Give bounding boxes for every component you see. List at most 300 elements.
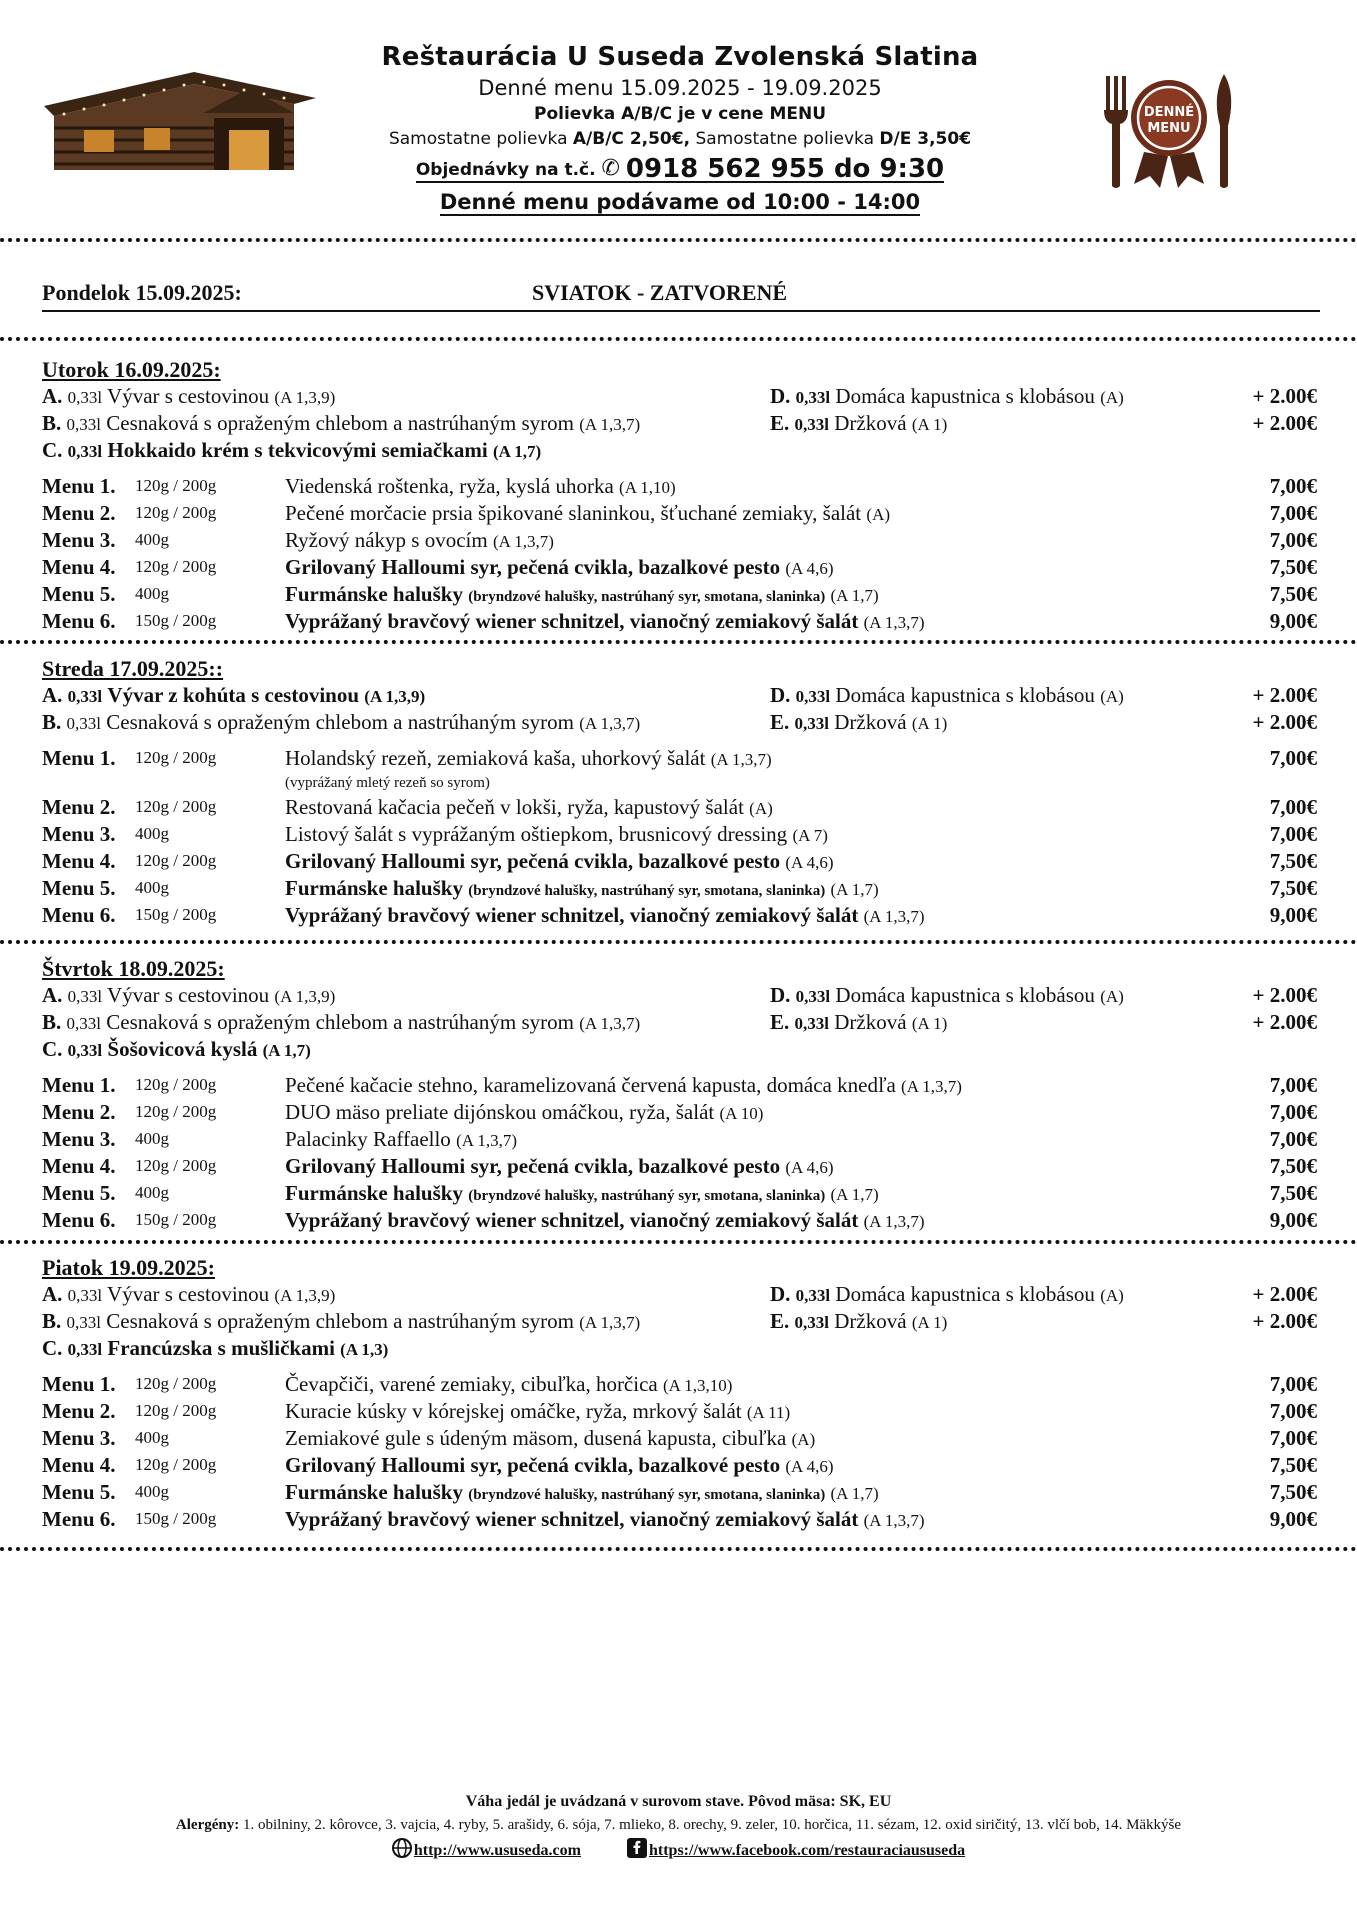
menu-label: Menu 1.: [42, 474, 116, 498]
soup-row: [42, 1309, 1317, 1336]
badge-text-2: MENU: [1147, 121, 1191, 136]
soup-allergens: (A 1,3,9): [274, 1286, 336, 1305]
extra-soup-price: + 2.00€: [1252, 384, 1317, 408]
menu-allergens: (A): [866, 505, 891, 524]
menu-price: 7,50€: [1269, 1453, 1317, 1477]
extra-soup-letter: D.: [770, 1282, 791, 1306]
soup-name: Vývar s cestovinou: [107, 1282, 270, 1306]
menu-label: Menu 1.: [42, 746, 116, 770]
day-section: [42, 1253, 1317, 1534]
menu-allergens: (A 1,3,7): [863, 613, 925, 632]
facebook-link[interactable]: https://www.facebook.com/restauraciaususeda: [648, 1842, 966, 1859]
menu-dish-detail: (bryndzové halušky, nastrúhaný syr, smotana, slaninka): [468, 589, 826, 605]
soup-allergens: (A 1,7): [262, 1041, 311, 1060]
menu-dish: [285, 1100, 763, 1125]
menu-dish-name: Viedenská roštenka, ryža, kyslá uhorka: [285, 474, 614, 498]
menu-price: 7,50€: [1269, 1181, 1317, 1205]
menu-allergens: (A 4,6): [785, 853, 834, 872]
menu-allergens: (A 1,10): [619, 478, 676, 497]
menu-dish-name: Kuracie kúsky v kórejskej omáčke, ryža, mrkový šalát: [285, 1399, 742, 1423]
menu-dish-detail: (bryndzové halušky, nastrúhaný syr, smotana, slaninka): [468, 883, 826, 899]
menu-row: [42, 1507, 1317, 1534]
menu-weight: 120g / 200g: [135, 851, 217, 870]
menu-row: [42, 1453, 1317, 1480]
menu-dates: Denné menu 15.09.2025 - 19.09.2025: [478, 76, 882, 100]
globe-icon: [392, 1838, 412, 1869]
menu-dish: [285, 555, 834, 580]
soup-row: [42, 1010, 1317, 1037]
extra-soup-volume: 0,33l: [794, 1313, 829, 1332]
menu-dish: [285, 1372, 732, 1397]
extra-soup-item: [770, 1282, 1124, 1307]
soup-item: [42, 1010, 640, 1035]
menu-weight: 120g / 200g: [135, 1075, 217, 1094]
menu-allergens: (A 10): [719, 1104, 764, 1123]
extra-soup-price: + 2.00€: [1252, 710, 1317, 734]
extra-soup-volume: 0,33l: [794, 1014, 829, 1033]
soup-allergens: (A 1,3,9): [274, 388, 336, 407]
soup-name: Cesnaková s opraženým chlebom a nastrúhaným syrom: [106, 710, 574, 734]
daily-menu-badge-icon: [1098, 72, 1240, 190]
extra-soup-allergens: (A 1): [911, 1313, 948, 1332]
menu-price: 7,50€: [1269, 1480, 1317, 1504]
soup-item: [42, 438, 541, 463]
day-monday: [42, 280, 1317, 312]
menu-label: Menu 4.: [42, 1453, 116, 1477]
menu-dish-name: Ryžový nákyp s ovocím: [285, 528, 488, 552]
soup-item: [42, 710, 640, 735]
menu-dish: [285, 528, 554, 553]
soup-volume: 0,33l: [67, 442, 103, 461]
menu-weight: 120g / 200g: [135, 1102, 217, 1121]
menu-allergens: (A 1,3,10): [662, 1376, 733, 1395]
restaurant-cabin-image: [44, 58, 316, 170]
menu-dish-name: Vyprážaný bravčový wiener schnitzel, vianočný zemiakový šalát: [285, 1507, 859, 1531]
menu-price: 9,00€: [1269, 903, 1317, 927]
menu-label: Menu 1.: [42, 1073, 116, 1097]
menu-weight: 120g / 200g: [135, 1455, 217, 1474]
extra-soup-price: + 2.00€: [1252, 683, 1317, 707]
soup-row: [42, 683, 1317, 710]
menu-row: [42, 1372, 1317, 1399]
menu-row: [42, 849, 1317, 876]
menu-weight: 150g / 200g: [135, 1210, 217, 1229]
menu-allergens: (A): [791, 1430, 816, 1449]
day-section: [42, 654, 1317, 930]
menu-weight: 400g: [135, 530, 169, 549]
soup-volume: 0,33l: [67, 1041, 103, 1060]
soup-letter: A.: [42, 384, 63, 408]
menu-dish: [285, 474, 676, 499]
menu-row: [42, 903, 1317, 930]
soup-letter: C.: [42, 1336, 63, 1360]
day-section: [42, 355, 1317, 636]
menu-allergens: (A 1,7): [830, 1484, 879, 1503]
divider: [0, 940, 1357, 944]
menu-dish: [285, 1399, 790, 1424]
extra-soup-volume: 0,33l: [794, 714, 829, 733]
soup-row: [42, 1336, 1317, 1363]
menu-dish: [285, 822, 828, 847]
soup-allergens: (A 1,3,7): [579, 1313, 641, 1332]
soup-volume: 0,33l: [67, 1340, 103, 1359]
links: [0, 1836, 1357, 1869]
menu-dish: [285, 501, 890, 526]
menu-row: [42, 501, 1317, 528]
menu-weight: 400g: [135, 878, 169, 897]
menu-dish-name: Grilovaný Halloumi syr, pečená cvikla, bazalkové pesto: [285, 1453, 781, 1477]
extra-soup-volume: 0,33l: [795, 1286, 831, 1305]
menu-dish: [285, 1208, 925, 1233]
extra-soup-volume: 0,33l: [794, 415, 829, 434]
menu-allergens: (A 7): [792, 826, 828, 845]
extra-soup-allergens: (A 1): [911, 415, 948, 434]
day-section: [42, 954, 1317, 1235]
menu-dish-name: Restovaná kačacia pečeň v lokši, ryža, kapustový šalát: [285, 795, 744, 819]
divider: [0, 1547, 1357, 1551]
menu-dish-name: Vyprážaný bravčový wiener schnitzel, vianočný zemiakový šalát: [285, 1208, 859, 1232]
soup-row: [42, 1037, 1317, 1064]
menu-subnote-row: [42, 773, 1317, 795]
menu-allergens: (A 1,3,7): [456, 1131, 517, 1150]
extra-soup-item: [770, 983, 1124, 1008]
menu-allergens: (A 1,3,7): [863, 1511, 925, 1530]
menu-allergens: (A 4,6): [785, 1457, 834, 1476]
extra-soup-allergens: (A 1): [911, 714, 948, 733]
divider: [0, 640, 1357, 644]
menu-price: 7,00€: [1269, 746, 1317, 770]
menu-dish: [285, 1073, 962, 1098]
extra-soup-volume: 0,33l: [795, 388, 831, 407]
menu-row: [42, 1100, 1317, 1127]
soup-name: Vývar s cestovinou: [107, 384, 270, 408]
extra-soup-name: Držková: [834, 1309, 907, 1333]
soup-volume: 0,33l: [67, 987, 103, 1006]
extra-soup-price: + 2.00€: [1252, 1282, 1317, 1306]
soup-letter: C.: [42, 1037, 63, 1061]
divider: [0, 337, 1357, 341]
soup-allergens: (A 1,3,7): [579, 415, 641, 434]
soup-volume: 0,33l: [66, 1313, 101, 1332]
menu-label: Menu 5.: [42, 1480, 116, 1504]
menu-label: Menu 4.: [42, 849, 116, 873]
facebook-icon: [627, 1838, 647, 1869]
menu-row: [42, 1426, 1317, 1453]
order-phone: 0918 562 955 do 9:30: [625, 154, 945, 184]
spacer: [42, 1363, 1317, 1372]
menu-label: Menu 6.: [42, 903, 116, 927]
menu-price: 7,00€: [1269, 501, 1317, 525]
menu-weight: 120g / 200g: [135, 1401, 217, 1420]
menu-dish-name: Listový šalát s vyprážaným oštiepkom, brusnicový dressing: [285, 822, 788, 846]
menu-dish-name: Furmánske halušky: [285, 582, 463, 606]
menu-price: 7,00€: [1269, 1127, 1317, 1151]
menu-dish: [285, 1426, 815, 1451]
menu-allergens: (A): [749, 799, 773, 818]
day-title: Utorok 16.09.2025:: [42, 357, 221, 382]
menu-dish: [285, 1181, 879, 1206]
menu-dish: [285, 582, 879, 607]
soup-name: Šošovicová kyslá: [107, 1037, 258, 1061]
extra-soup-allergens: (A): [1100, 987, 1124, 1006]
menu-dish: [285, 849, 834, 874]
soup-row: [42, 983, 1317, 1010]
menu-price: 7,00€: [1269, 474, 1317, 498]
soup-allergens: (A 1,3,7): [579, 1014, 641, 1033]
menu-row: [42, 474, 1317, 501]
menu-row: [42, 746, 1317, 773]
menu-row: [42, 1154, 1317, 1181]
soup-allergens: (A 1,3,9): [364, 687, 426, 706]
spacer: [42, 465, 1317, 474]
extra-soup-allergens: (A): [1100, 388, 1124, 407]
menu-allergens: (A 1,3,7): [710, 750, 772, 769]
menu-dish-name: Čevapčiči, varené zemiaky, cibuľka, horčica: [285, 1372, 658, 1396]
menu-weight: 400g: [135, 584, 169, 603]
soup-volume: 0,33l: [66, 415, 101, 434]
menu-label: Menu 3.: [42, 822, 116, 846]
extra-soup-name: Domáca kapustnica s klobásou: [835, 983, 1095, 1007]
menu-row: [42, 555, 1317, 582]
extra-soup-letter: E.: [770, 1309, 790, 1333]
extra-soup-letter: E.: [770, 411, 790, 435]
menu-row: [42, 795, 1317, 822]
extra-soup-letter: D.: [770, 683, 791, 707]
menu-price: 7,50€: [1269, 555, 1317, 579]
soup-row: [42, 384, 1317, 411]
footer: [0, 1790, 1357, 1869]
soup-item: [42, 411, 640, 436]
day-title: Štvrtok 18.09.2025:: [42, 956, 225, 981]
soup-volume: 0,33l: [66, 714, 101, 733]
extra-soup-item: [770, 411, 947, 436]
soup-name: Cesnaková s opraženým chlebom a nastrúhaným syrom: [106, 411, 574, 435]
badge-text-1: DENNÉ: [1143, 105, 1195, 120]
menu-allergens: (A 1,3,7): [901, 1077, 962, 1096]
extra-soup-item: [770, 1309, 947, 1334]
menu-dish: [285, 1154, 834, 1179]
menu-row: [42, 1127, 1317, 1154]
menu-allergens: (A 1,3,7): [492, 532, 554, 551]
soup-letter: A.: [42, 683, 63, 707]
menu-dish-name: Grilovaný Halloumi syr, pečená cvikla, bazalkové pesto: [285, 555, 781, 579]
menu-allergens: (A 11): [746, 1403, 791, 1422]
extra-soup-letter: D.: [770, 983, 791, 1007]
menu-weight: 120g / 200g: [135, 748, 217, 767]
menu-dish-detail: (bryndzové halušky, nastrúhaný syr, smotana, slaninka): [468, 1188, 826, 1204]
menu-price: 7,00€: [1269, 1399, 1317, 1423]
menu-weight: 150g / 200g: [135, 1509, 217, 1528]
menu-label: Menu 3.: [42, 1127, 116, 1151]
soup-letter: A.: [42, 1282, 63, 1306]
menu-weight: 120g / 200g: [135, 797, 217, 816]
menu-label: Menu 2.: [42, 795, 116, 819]
soup-allergens: (A 1,3): [340, 1340, 389, 1359]
menu-label: Menu 3.: [42, 1426, 116, 1450]
extra-soup-name: Domáca kapustnica s klobásou: [835, 683, 1095, 707]
soup-item: [42, 1037, 311, 1062]
menu-dish-detail: (bryndzové halušky, nastrúhaný syr, smotana, slaninka): [468, 1487, 826, 1503]
soup-letter: C.: [42, 438, 63, 462]
menu-dish: [285, 903, 925, 928]
extra-soup-allergens: (A): [1100, 687, 1124, 706]
menu-weight: 400g: [135, 824, 169, 843]
extra-soup-price: + 2.00€: [1252, 1010, 1317, 1034]
menu-price: 7,00€: [1269, 795, 1317, 819]
soup-volume: 0,33l: [67, 1286, 103, 1305]
soup-included-note: Polievka A/B/C je v cene MENU: [533, 104, 827, 124]
allergens-legend: Alergény: 1. obilniny, 2. kôrovce, 3. vajcia, 4. ryby, 5. arašidy, 6. sója, 7. mlieko, 8. orechy, 9. zeler, 10. horčica, 11. sézam, 12. oxid siričitý, 13. vlčí bob, 14. Mäkkýše: [175, 1817, 1182, 1833]
menu-allergens: (A 1,3,7): [863, 1212, 925, 1231]
menu-dish: [285, 609, 925, 634]
menu-dish-name: Zemiakové gule s údeným mäsom, dusená kapusta, cibuľka: [285, 1426, 787, 1450]
menu-allergens: (A 1,7): [830, 586, 879, 605]
menu-price: 7,50€: [1269, 1154, 1317, 1178]
menu-weight: 150g / 200g: [135, 905, 217, 924]
menu-allergens: (A 1,3,7): [863, 907, 925, 926]
menu-dish-name: Furmánske halušky: [285, 1480, 463, 1504]
menu-weight: 120g / 200g: [135, 1374, 217, 1393]
extra-soup-name: Držková: [834, 710, 907, 734]
extra-soup-name: Držková: [834, 411, 907, 435]
restaurant-title: Reštaurácia U Suseda Zvolenská Slatina: [381, 42, 979, 72]
menu-label: Menu 5.: [42, 582, 116, 606]
monday-closed-note: SVIATOK - ZATVORENÉ: [532, 280, 788, 305]
extra-soup-volume: 0,33l: [795, 687, 831, 706]
menu-dish-name: Grilovaný Halloumi syr, pečená cvikla, bazalkové pesto: [285, 849, 781, 873]
menu-price: 9,00€: [1269, 1208, 1317, 1232]
menu-dish-name: Pečené morčacie prsia špikované slaninkou, šťuchané zemiaky, šalát: [285, 501, 862, 525]
weight-origin-note: Váha jedál je uvádzaná v surovom stave. Pôvod mäsa: SK, EU: [465, 1793, 892, 1810]
soup-item: [42, 1282, 335, 1307]
monday-title: Pondelok 15.09.2025:: [42, 280, 242, 305]
menu-weight: 400g: [135, 1129, 169, 1148]
menu-row: [42, 1399, 1317, 1426]
menu-dish: [285, 795, 773, 820]
menu-weight: 120g / 200g: [135, 503, 217, 522]
menu-row: [42, 609, 1317, 636]
extra-soup-allergens: (A 1): [911, 1014, 948, 1033]
menu-dish-name: Palacinky Raffaello: [285, 1127, 451, 1151]
soup-letter: A.: [42, 983, 63, 1007]
menu-price: 7,00€: [1269, 1073, 1317, 1097]
menu-price: 7,50€: [1269, 582, 1317, 606]
menu-dish-name: Furmánske halušky: [285, 1181, 463, 1205]
menu-label: Menu 6.: [42, 1208, 116, 1232]
header: [0, 0, 1357, 235]
menu-weight: 120g / 200g: [135, 476, 217, 495]
soup-item: [42, 1309, 640, 1334]
divider: [0, 1240, 1357, 1244]
menu-label: Menu 4.: [42, 555, 116, 579]
extra-soup-price: + 2.00€: [1252, 411, 1317, 435]
menu-price: 7,00€: [1269, 1100, 1317, 1124]
menu-dish: [285, 1453, 834, 1478]
soup-volume: 0,33l: [67, 388, 103, 407]
menu-row: [42, 1181, 1317, 1208]
menu-price: 7,00€: [1269, 1372, 1317, 1396]
extra-soup-volume: 0,33l: [795, 987, 831, 1006]
soup-letter: B.: [42, 710, 62, 734]
extra-soup-name: Držková: [834, 1010, 907, 1034]
menu-allergens: (A 1,7): [830, 880, 879, 899]
website-link[interactable]: http://www.ususeda.com: [413, 1842, 581, 1859]
soup-allergens: (A 1,3,7): [579, 714, 641, 733]
menu-weight: 400g: [135, 1428, 169, 1447]
menu-price: 7,50€: [1269, 849, 1317, 873]
menu-price: 7,00€: [1269, 822, 1317, 846]
serving-hours: Denné menu podávame od 10:00 - 14:00: [439, 190, 921, 214]
soup-name: Cesnaková s opraženým chlebom a nastrúhaným syrom: [106, 1010, 574, 1034]
day-title: Streda 17.09.2025::: [42, 656, 224, 681]
menu-price: 9,00€: [1269, 1507, 1317, 1531]
extra-soup-item: [770, 710, 947, 735]
order-info: Objednávky na t.č. ✆ 0918 562 955 do 9:30: [415, 154, 945, 184]
menu-dish-name: Vyprážaný bravčový wiener schnitzel, vianočný zemiakový šalát: [285, 903, 859, 927]
soup-name: Hokkaido krém s tekvicovými semiačkami: [107, 438, 488, 462]
soup-letter: B.: [42, 1010, 62, 1034]
menu-label: Menu 5.: [42, 1181, 116, 1205]
soup-letter: B.: [42, 411, 62, 435]
soup-item: [42, 384, 335, 409]
soup-allergens: (A 1,7): [492, 442, 542, 461]
extra-soup-item: [770, 1010, 947, 1035]
menu-row: [42, 876, 1317, 903]
extra-soup-letter: D.: [770, 384, 791, 408]
menu-label: Menu 4.: [42, 1154, 116, 1178]
menu-dish-name: Vyprážaný bravčový wiener schnitzel, vianočný zemiakový šalát: [285, 609, 859, 633]
menu-label: Menu 1.: [42, 1372, 116, 1396]
menu-label: Menu 2.: [42, 501, 116, 525]
extra-soup-letter: E.: [770, 1010, 790, 1034]
menu-row: [42, 1073, 1317, 1100]
extra-soup-name: Domáca kapustnica s klobásou: [835, 384, 1095, 408]
day-title: Piatok 19.09.2025:: [42, 1255, 215, 1280]
menu-price: 7,00€: [1269, 1426, 1317, 1450]
menu-label: Menu 5.: [42, 876, 116, 900]
soup-allergens: (A 1,3,9): [274, 987, 336, 1006]
menu-row: [42, 582, 1317, 609]
menu-label: Menu 2.: [42, 1100, 116, 1124]
menu-weight: 400g: [135, 1183, 169, 1202]
menu-dish-name: Grilovaný Halloumi syr, pečená cvikla, bazalkové pesto: [285, 1154, 781, 1178]
menu-dish: [285, 1480, 879, 1505]
menu-row: [42, 1208, 1317, 1235]
menu-allergens: (A 1,7): [830, 1185, 879, 1204]
menu-dish: [285, 876, 879, 901]
soup-name: Vývar s cestovinou: [107, 983, 270, 1007]
menu-label: Menu 6.: [42, 609, 116, 633]
menu-dish-name: Furmánske halušky: [285, 876, 463, 900]
soup-item: [42, 1336, 388, 1361]
menu-dish: [285, 1507, 925, 1532]
extra-soup-item: [770, 384, 1124, 409]
soup-name: Cesnaková s opraženým chlebom a nastrúhaným syrom: [106, 1309, 574, 1333]
menu-label: Menu 2.: [42, 1399, 116, 1423]
spacer: [42, 737, 1317, 746]
soup-volume: 0,33l: [67, 687, 103, 706]
soup-item: [42, 683, 425, 708]
menu-label: Menu 3.: [42, 528, 116, 552]
menu-row: [42, 528, 1317, 555]
menu-dish-name: Pečené kačacie stehno, karamelizovaná červená kapusta, domáca knedľa: [285, 1073, 896, 1097]
menu-dish-name: Holandský rezeň, zemiaková kaša, uhorkový šalát: [285, 746, 706, 770]
soup-volume: 0,33l: [66, 1014, 101, 1033]
menu-allergens: (A 4,6): [785, 1158, 834, 1177]
extra-soup-name: Domáca kapustnica s klobásou: [835, 1282, 1095, 1306]
menu-label: Menu 6.: [42, 1507, 116, 1531]
soup-name: Francúzska s mušličkami: [107, 1336, 335, 1360]
